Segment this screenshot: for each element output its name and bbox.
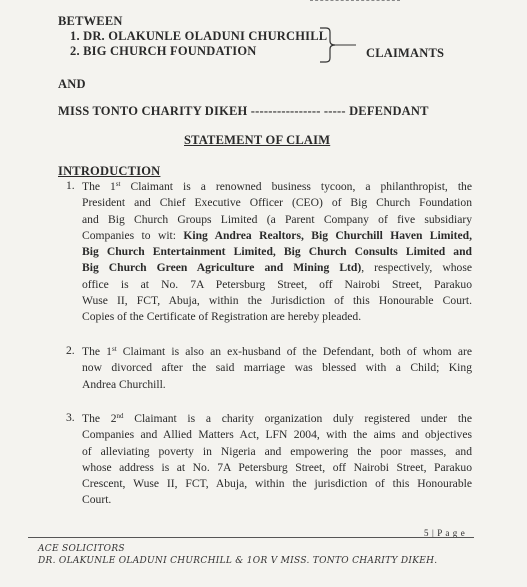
paragraph-3-line: Crescent, Wuse II, FCT, Abuja, within the jurisdiction of this Honourable bbox=[82, 477, 472, 491]
paragraph-2-line: now divorced after the said marriage was blessed with a Child; King bbox=[82, 361, 472, 375]
document-title: STATEMENT OF CLAIM bbox=[184, 133, 331, 147]
paragraph-1-line: office is at No. 7A Petersburg Street, off Nairobi Street, Parakuo bbox=[82, 277, 472, 291]
defendant-name: MISS TONTO CHARITY DIKEH bbox=[58, 104, 248, 118]
paragraph-1 bbox=[82, 179, 472, 326]
paragraph-2-line: The 1st Claimant is also an ex-husband of the Defendant, both of whom are bbox=[82, 345, 472, 358]
paragraph-3-line: The 2nd Claimant is a charity organization duly registered under the bbox=[82, 412, 472, 425]
paragraph-1-line: Wuse II, FCT, Abuja, within the Jurisdiction of this Honourable Court. bbox=[82, 294, 472, 308]
paragraph-number: 3. bbox=[66, 411, 75, 424]
and-label: AND bbox=[58, 77, 86, 91]
claimant-2-name: 2. BIG CHURCH FOUNDATION bbox=[70, 44, 257, 58]
footer-case-title: DR. OLAKUNLE OLADUNI CHURCHILL & 1OR V MISS. TONTO CHARITY DIKEH. bbox=[38, 556, 438, 566]
top-dotted-rule bbox=[310, 0, 400, 1]
defendant-line bbox=[58, 104, 429, 119]
paragraph-1-line: Big Church Entertainment Limited, Big Church Consults Limited and bbox=[82, 245, 472, 259]
defendant-label: DEFENDANT bbox=[349, 104, 429, 118]
paragraph-1-line: Big Church Green Agriculture and Mining Ltd), respectively, whose bbox=[82, 261, 472, 275]
paragraph-number: 2. bbox=[66, 344, 75, 357]
footer-firm-name: ACE SOLICITORS bbox=[38, 544, 125, 554]
section-heading: INTRODUCTION bbox=[58, 164, 161, 178]
claimant-1-name: 1. DR. OLAKUNLE OLADUNI CHURCHILL bbox=[70, 29, 328, 43]
paragraph-1-line: The 1st Claimant is a renowned business tycoon, a philanthropist, the bbox=[82, 180, 472, 193]
paragraph-3-line: Companies and Allied Matters Act, LFN 2004, with the aims and objectives bbox=[82, 428, 472, 442]
paragraph-3-line: Court. bbox=[82, 493, 112, 507]
between-label: BETWEEN bbox=[58, 14, 123, 28]
paragraph-1-line: Copies of the Certificate of Registration are hereby pleaded. bbox=[82, 310, 362, 324]
page-number: 5 | P a g e bbox=[424, 528, 466, 538]
claimants-label: CLAIMANTS bbox=[366, 46, 445, 60]
paragraph-1-line: President and Chief Executive Officer (CEO) of Big Church Foundation bbox=[82, 196, 472, 210]
paragraph-2-line: Andrea Churchill. bbox=[82, 377, 166, 391]
paragraph-2 bbox=[82, 344, 472, 393]
paragraph-3-line: of alleviating poverty in Nigeria and empowering the poor masses, and bbox=[82, 444, 472, 458]
paragraph-1-line: and Big Church Groups Limited (a Parent Company of five subsidiary bbox=[82, 212, 472, 226]
paragraph-number: 1. bbox=[66, 179, 75, 192]
paragraph-3-line: whose address is at No. 7A Petersburg Street, off Nairobi Street, Parakuo bbox=[82, 460, 472, 474]
paragraph-1-line: Companies to wit: King Andrea Realtors, Big Churchill Haven Limited, bbox=[82, 228, 472, 242]
defendant-dashes: ---------------- ----- bbox=[250, 104, 346, 118]
brace-icon bbox=[318, 26, 358, 64]
footer-rule bbox=[28, 537, 474, 538]
paragraph-3 bbox=[82, 411, 472, 509]
